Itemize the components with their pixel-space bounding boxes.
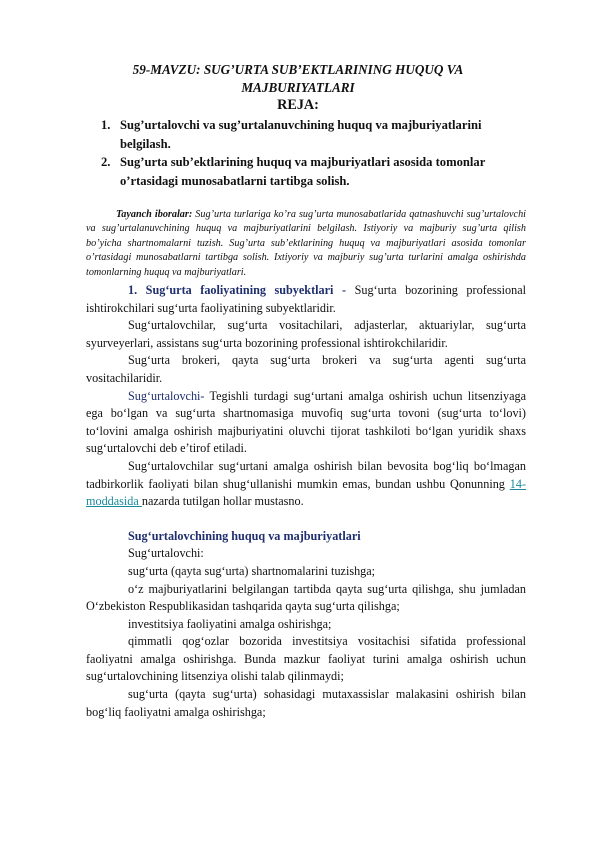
keywords-text: Sug’urta turlariga ko’ra sug’urta munosabatlarida qatnashuvchi sug’urtalovchi va sug’urtalanuvchining huquq va majburiyatlarini belgilash. Istiyoriy va majburiy sug’urta qilish bo’yicha shartnomalarni tuzish. Sug’urta sub’ektlarining huquq va majburiyatlari asosida tomonlar o’rtasidagi munosabatlarni tartibga solish. Ixtiyoriy va majburiy sug’urta turlarini amalga oshirishda tomonlarning huquq va majburiyatlari. — [86, 209, 526, 278]
rights-item: investitsiya faoliyatini amalga oshirishga; — [128, 616, 332, 631]
document-body — [86, 282, 526, 721]
plan-list — [101, 116, 531, 190]
rights-item: sug‘urta (qayta sug‘urta) sohasidagi mutaxassislar malakasini oshirish bilan bog‘liq faoliyatni amalga oshirishga; — [86, 687, 526, 719]
paragraph-insurer-restriction — [86, 458, 526, 511]
document-title — [80, 61, 516, 97]
section-heading-rights: Sug‘urtalovchining huquq va majburiyatlari — [128, 528, 361, 543]
plan-item — [101, 153, 531, 190]
plan-item-number: 2. — [101, 155, 111, 170]
paragraph-insurer-definition — [86, 388, 526, 458]
paragraph-text: Tegishli turdagi sug‘urtani amalga oshirish uchun litsenziyaga ega bo‘lgan va sug‘urta shartnomasiga muvofiq sug‘urta tovoni (sug‘urta to‘lovi) to‘lovini amalga oshirish majburiyatini oluvchi tijorat tashkiloti bo‘lgan yuridik shaxs sug‘urtalovchi deb e’tirof etiladi. — [86, 388, 526, 456]
rights-item: qimmatli qog‘ozlar bozorida investitsiya vositachisi sifatida professional faoliyatni amalga oshirishga. Bunda mazkur faoliyat turini amalga oshirish uchun sug‘urtalovchining litsenziya olishi talab qilinmaydi; — [86, 634, 526, 684]
paragraph-text: Sug‘urtalovchilar sug‘urtani amalga oshirish bilan bevosita bog‘liq bo‘lmagan tadbirkorlik faoliyati bilan shug‘ullanishi mumkin emas, bundan ushbu Qonunning — [86, 458, 526, 491]
law-article-link[interactable]: 14-moddasida — [86, 476, 526, 509]
plan-heading: REJA: — [277, 97, 319, 113]
paragraph-text: nazarda tutilgan hollar mustasno. — [141, 494, 304, 509]
title-line-2: MAJBURIYATLARI — [241, 80, 355, 95]
section-heading-subjects: 1. Sug‘urta faoliyatining subyektlari - — [128, 283, 347, 297]
plan-item — [101, 116, 531, 153]
plan-item-text: Sug’urta sub’ektlarining huquq va majburiyatlari asosida tomonlar o’rtasidagi munosabatlarni tartibga solish. — [120, 155, 486, 188]
paragraph-intermediaries: Sug‘urta brokeri, qayta sug‘urta brokeri va sug‘urta agenti sug‘urta vositachilaridir. — [86, 353, 526, 385]
title-line-1: 59-MAVZU: SUG’URTA SUB’EKTLARINING HUQUQ VA — [132, 62, 464, 77]
keywords-paragraph — [86, 208, 526, 280]
paragraph-participants: Sug‘urtalovchilar, sug‘urta vositachilari, adjasterlar, aktuariylar, sug‘urta syurveyerlari, assistans sug‘urta bozorining professional ishtirokchilaridir. — [86, 318, 526, 350]
paragraph-text: Sug‘urta bozorining professional ishtirokchilari sug‘urta faoliyatining subyektlaridir. — [86, 283, 527, 315]
keywords-label: Tayanch iboralar: — [116, 209, 193, 220]
plan-item-number: 1. — [101, 118, 111, 132]
rights-item: sug‘urta (qayta sug‘urta) shartnomalarini tuzishga; — [128, 563, 376, 578]
rights-item: o‘z majburiyatlarini belgilangan tartibda qayta sug‘urta qilishga, shu jumladan O‘zbekiston Respublikasidan tashqarida qayta sug‘urta qilishga; — [86, 581, 526, 614]
paragraph-subjects — [86, 282, 526, 317]
rights-intro: Sug‘urtalovchi: — [128, 546, 204, 561]
plan-item-text: Sug’urtalovchi va sug’urtalanuvchining huquq va majburiyatlarini belgilash. — [120, 118, 482, 151]
term-insurer: Sug‘urtalovchi- — [128, 388, 205, 403]
